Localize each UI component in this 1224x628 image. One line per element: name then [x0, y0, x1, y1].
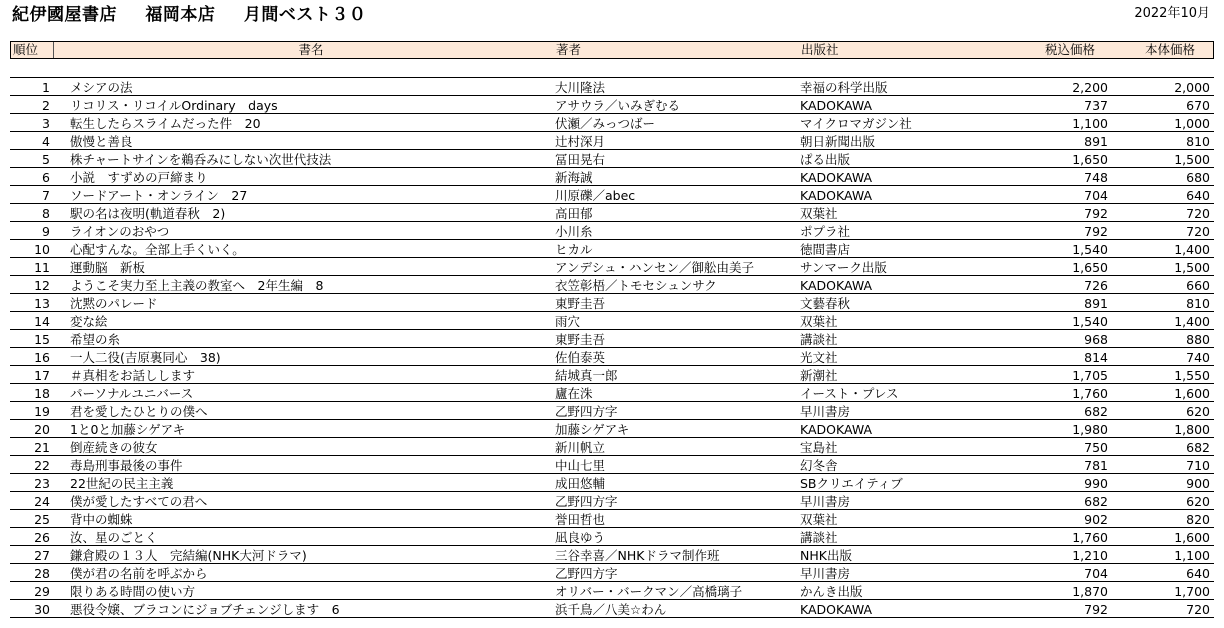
- cell-author: アンデシュ・ハンセン／御舩由美子: [555, 260, 755, 275]
- cell-price-base: 660: [1186, 278, 1210, 293]
- cell-rank: 11: [34, 260, 50, 275]
- cell-publisher: 双葉社: [800, 512, 838, 527]
- cell-price-tax: 792: [1084, 602, 1108, 617]
- cell-title: 汝、星のごとく: [70, 530, 158, 545]
- table-row: [10, 222, 1214, 240]
- cell-price-tax: 1,760: [1072, 386, 1108, 401]
- cell-price-tax: 704: [1084, 188, 1108, 203]
- cell-title: 沈黙のパレード: [70, 296, 158, 311]
- cell-price-tax: 726: [1084, 278, 1108, 293]
- cell-author: 浜千鳥／八美☆わん: [555, 602, 667, 617]
- cell-publisher: サンマーク出版: [800, 260, 887, 275]
- cell-rank: 12: [34, 278, 50, 293]
- header-publisher: 出版社: [801, 42, 839, 57]
- cell-price-base: 1,400: [1174, 314, 1210, 329]
- cell-title: 1と0と加藤シゲアキ: [70, 422, 186, 437]
- cell-price-tax: 891: [1084, 296, 1108, 311]
- table-row: [10, 528, 1214, 546]
- table-row: [10, 600, 1214, 618]
- cell-author: 雨穴: [555, 314, 581, 329]
- cell-price-base: 1,600: [1174, 530, 1210, 545]
- cell-rank: 19: [34, 404, 50, 419]
- cell-publisher: 早川書房: [800, 404, 851, 419]
- cell-price-base: 680: [1186, 170, 1210, 185]
- cell-price-tax: 1,760: [1072, 530, 1108, 545]
- cell-publisher: ポプラ社: [800, 224, 851, 239]
- cell-title: 僕が君の名前を呼ぶから: [70, 566, 208, 581]
- header-price-tax: 税込価格: [1044, 42, 1095, 57]
- cell-author: 誉田哲也: [555, 512, 606, 527]
- table-row: [10, 132, 1214, 150]
- table-spacer: [10, 59, 1214, 78]
- cell-rank: 9: [42, 224, 50, 239]
- cell-author: 成田悠輔: [555, 476, 606, 491]
- page-title: [12, 2, 388, 28]
- ranking-name: 月間ベスト３０: [243, 5, 367, 25]
- cell-publisher: KADOKAWA: [800, 422, 873, 437]
- cell-publisher: かんき出版: [800, 584, 863, 599]
- cell-publisher: KADOKAWA: [800, 170, 873, 185]
- cell-price-base: 900: [1186, 476, 1210, 491]
- cell-publisher: KADOKAWA: [800, 98, 873, 113]
- cell-price-base: 720: [1186, 224, 1210, 239]
- cell-price-tax: 792: [1084, 206, 1108, 221]
- table-row: [10, 150, 1214, 168]
- cell-price-base: 1,500: [1174, 260, 1210, 275]
- cell-publisher: 幻冬舎: [800, 458, 838, 473]
- header-author: 著者: [556, 42, 582, 57]
- cell-price-tax: 750: [1084, 440, 1108, 455]
- cell-title: 毒島刑事最後の事件: [70, 458, 183, 473]
- cell-author: 廬在洙: [555, 386, 593, 401]
- cell-title: 悪役令嬢、ブラコンにジョブチェンジします 6: [70, 602, 340, 617]
- cell-price-base: 1,000: [1174, 116, 1210, 131]
- branch-name: 福岡本店: [145, 5, 216, 25]
- cell-author: 大川隆法: [555, 80, 606, 95]
- cell-rank: 18: [34, 386, 50, 401]
- cell-publisher: 早川書房: [800, 566, 851, 581]
- cell-price-base: 682: [1186, 440, 1210, 455]
- cell-price-base: 620: [1186, 404, 1210, 419]
- cell-publisher: 朝日新聞出版: [800, 134, 876, 149]
- cell-author: 東野圭吾: [555, 332, 606, 347]
- cell-title: ＃真相をお話しします: [70, 368, 196, 383]
- cell-title: 心配すんな。全部上手くいく。: [70, 242, 245, 257]
- cell-rank: 22: [34, 458, 50, 473]
- cell-rank: 8: [42, 206, 50, 221]
- cell-author: 凪良ゆう: [555, 530, 606, 545]
- header-price-base: 本体価格: [1144, 42, 1195, 57]
- table-row: [10, 114, 1214, 132]
- cell-author: 辻村深月: [555, 134, 606, 149]
- cell-author: 乙野四方字: [555, 494, 618, 509]
- cell-price-tax: 2,200: [1072, 80, 1108, 95]
- cell-rank: 14: [34, 314, 50, 329]
- cell-rank: 20: [34, 422, 50, 437]
- cell-price-base: 810: [1186, 134, 1210, 149]
- cell-rank: 4: [42, 134, 50, 149]
- cell-title: 株チャートサインを鵜呑みにしない次世代技法: [70, 152, 332, 167]
- cell-price-base: 1,550: [1174, 368, 1210, 383]
- cell-title: 希望の糸: [70, 332, 121, 347]
- cell-price-tax: 891: [1084, 134, 1108, 149]
- table-row: [10, 240, 1214, 258]
- cell-title: 小説 すずめの戸締まり: [70, 170, 208, 185]
- cell-publisher: 徳間書店: [800, 242, 851, 257]
- cell-author: 加藤シゲアキ: [555, 422, 630, 437]
- cell-publisher: 講談社: [800, 332, 838, 347]
- cell-publisher: 講談社: [800, 530, 838, 545]
- cell-author: 結城真一郎: [555, 368, 618, 383]
- cell-rank: 27: [34, 548, 50, 563]
- cell-price-base: 710: [1186, 458, 1210, 473]
- table-row: [10, 330, 1214, 348]
- cell-price-base: 720: [1186, 206, 1210, 221]
- table-row: [10, 294, 1214, 312]
- table-header: [10, 41, 1214, 59]
- table-row: [10, 456, 1214, 474]
- cell-publisher: KADOKAWA: [800, 278, 873, 293]
- cell-price-base: 720: [1186, 602, 1210, 617]
- header-rank: 順位: [13, 42, 39, 57]
- cell-price-tax: 682: [1084, 494, 1108, 509]
- table-row: [10, 420, 1214, 438]
- cell-price-tax: 682: [1084, 404, 1108, 419]
- cell-rank: 16: [34, 350, 50, 365]
- cell-price-tax: 902: [1084, 512, 1108, 527]
- cell-title: 傲慢と善良: [70, 134, 133, 149]
- cell-publisher: 宝島社: [800, 440, 838, 455]
- cell-rank: 3: [42, 116, 50, 131]
- cell-publisher: 幸福の科学出版: [800, 80, 888, 95]
- cell-price-base: 820: [1186, 512, 1210, 527]
- cell-author: 新川帆立: [555, 440, 606, 455]
- table-row: [10, 168, 1214, 186]
- cell-author: 東野圭吾: [555, 296, 606, 311]
- cell-author: 中山七里: [555, 458, 606, 473]
- cell-publisher: ぱる出版: [800, 152, 851, 167]
- cell-title: 変な絵: [70, 314, 108, 329]
- cell-title: ようこそ実力至上主義の教室へ 2年生編 8: [70, 278, 324, 293]
- cell-publisher: マイクロマガジン社: [800, 116, 912, 131]
- cell-author: 新海誠: [555, 170, 593, 185]
- cell-title: 僕が愛したすべての君へ: [70, 494, 208, 509]
- cell-price-base: 1,400: [1174, 242, 1210, 257]
- cell-title: 倒産続きの彼女: [70, 440, 158, 455]
- table-row: [10, 276, 1214, 294]
- cell-price-tax: 968: [1084, 332, 1108, 347]
- cell-title: 背中の蜘蛛: [70, 512, 133, 527]
- cell-rank: 5: [42, 152, 50, 167]
- cell-price-tax: 814: [1084, 350, 1108, 365]
- table-row: [10, 186, 1214, 204]
- cell-author: 川原礫／abec: [555, 188, 636, 203]
- table-row: [10, 546, 1214, 564]
- cell-price-tax: 1,540: [1072, 314, 1108, 329]
- cell-title: 運動脳 新板: [70, 260, 146, 275]
- cell-publisher: 双葉社: [800, 314, 838, 329]
- cell-title: 転生したらスライムだった件 20: [70, 116, 261, 131]
- cell-publisher: 文藝春秋: [800, 296, 851, 311]
- header-title: 書名: [298, 42, 324, 57]
- cell-price-tax: 1,100: [1072, 116, 1108, 131]
- cell-price-tax: 704: [1084, 566, 1108, 581]
- table-row: [10, 438, 1214, 456]
- cell-author: 乙野四方字: [555, 566, 618, 581]
- report-date: 2022年10月: [1134, 6, 1210, 21]
- cell-title: 駅の名は夜明(軌道春秋 2): [70, 206, 226, 221]
- cell-price-base: 740: [1186, 350, 1210, 365]
- cell-rank: 13: [34, 296, 50, 311]
- table-row: [10, 474, 1214, 492]
- cell-rank: 17: [34, 368, 50, 383]
- cell-rank: 30: [34, 602, 50, 617]
- table-row: [10, 564, 1214, 582]
- cell-title: リコリス・リコイルOrdinary days: [70, 98, 278, 113]
- cell-price-tax: 748: [1084, 170, 1108, 185]
- cell-price-tax: 792: [1084, 224, 1108, 239]
- cell-author: ヒカル: [555, 242, 593, 257]
- header-divider: [53, 42, 54, 58]
- cell-price-tax: 781: [1084, 458, 1108, 473]
- cell-publisher: 双葉社: [800, 206, 838, 221]
- cell-price-base: 640: [1186, 566, 1210, 581]
- cell-author: アサウラ／いみぎむる: [555, 98, 681, 113]
- cell-price-tax: 1,870: [1072, 584, 1108, 599]
- cell-rank: 15: [34, 332, 50, 347]
- cell-price-tax: 737: [1084, 98, 1108, 113]
- cell-rank: 2: [42, 98, 50, 113]
- cell-price-base: 1,500: [1174, 152, 1210, 167]
- table-row: [10, 258, 1214, 276]
- cell-rank: 6: [42, 170, 50, 185]
- cell-author: 小川糸: [555, 224, 593, 239]
- cell-title: メシアの法: [70, 80, 133, 95]
- cell-publisher: 光文社: [800, 350, 838, 365]
- cell-title: 鎌倉殿の１３人 完結編(NHK大河ドラマ): [70, 548, 307, 563]
- cell-author: 佐伯泰英: [555, 350, 606, 365]
- cell-rank: 23: [34, 476, 50, 491]
- cell-rank: 25: [34, 512, 50, 527]
- table-body: [10, 78, 1214, 618]
- cell-author: 高田郁: [555, 206, 593, 221]
- table-row: [10, 204, 1214, 222]
- cell-title: 君を愛したひとりの僕へ: [70, 404, 208, 419]
- table-row: [10, 384, 1214, 402]
- cell-price-base: 620: [1186, 494, 1210, 509]
- cell-price-base: 640: [1186, 188, 1210, 203]
- table-row: [10, 96, 1214, 114]
- cell-title: 一人二役(吉原裏同心 38): [70, 350, 221, 365]
- cell-author: 衣笠彰梧／トモセシュンサク: [555, 278, 717, 293]
- cell-publisher: SBクリエイティブ: [800, 476, 903, 491]
- cell-price-tax: 1,705: [1072, 368, 1108, 383]
- cell-publisher: KADOKAWA: [800, 188, 873, 203]
- table-row: [10, 492, 1214, 510]
- cell-publisher: イースト・プレス: [800, 386, 899, 401]
- table-row: [10, 312, 1214, 330]
- cell-title: ライオンのおやつ: [70, 224, 170, 239]
- store-name: 紀伊國屋書店: [12, 5, 117, 25]
- cell-price-base: 1,600: [1174, 386, 1210, 401]
- cell-author: 三谷幸喜／NHKドラマ制作班: [555, 548, 720, 563]
- cell-rank: 26: [34, 530, 50, 545]
- table-row: [10, 348, 1214, 366]
- cell-author: 乙野四方字: [555, 404, 618, 419]
- cell-price-base: 1,800: [1174, 422, 1210, 437]
- cell-title: パーソナルユニバース: [70, 386, 194, 401]
- cell-author: 伏瀬／みっつばー: [555, 116, 656, 131]
- cell-title: ソードアート・オンライン 27: [70, 188, 248, 203]
- cell-publisher: 新潮社: [800, 368, 838, 383]
- cell-rank: 10: [34, 242, 50, 257]
- table-row: [10, 78, 1214, 96]
- cell-publisher: KADOKAWA: [800, 602, 873, 617]
- cell-price-tax: 1,210: [1072, 548, 1108, 563]
- cell-rank: 24: [34, 494, 50, 509]
- cell-price-base: 1,100: [1174, 548, 1210, 563]
- cell-publisher: 早川書房: [800, 494, 851, 509]
- cell-rank: 29: [34, 584, 50, 599]
- bestseller-table: [10, 41, 1214, 618]
- table-row: [10, 582, 1214, 600]
- table-row: [10, 402, 1214, 420]
- cell-publisher: NHK出版: [800, 548, 852, 563]
- cell-price-base: 670: [1186, 98, 1210, 113]
- cell-price-tax: 1,540: [1072, 242, 1108, 257]
- cell-author: 冨田晃右: [555, 152, 606, 167]
- cell-price-tax: 1,980: [1072, 422, 1108, 437]
- cell-price-base: 1,700: [1174, 584, 1210, 599]
- cell-rank: 7: [42, 188, 50, 203]
- cell-rank: 28: [34, 566, 50, 581]
- cell-price-base: 810: [1186, 296, 1210, 311]
- cell-price-tax: 990: [1084, 476, 1108, 491]
- cell-rank: 1: [42, 80, 50, 95]
- cell-price-tax: 1,650: [1072, 260, 1108, 275]
- cell-title: 限りある時間の使い方: [70, 584, 196, 599]
- table-row: [10, 366, 1214, 384]
- table-row: [10, 510, 1214, 528]
- cell-price-base: 2,000: [1174, 80, 1210, 95]
- cell-price-base: 880: [1186, 332, 1210, 347]
- cell-author: オリバー・バークマン／高橋璃子: [555, 584, 743, 599]
- cell-price-tax: 1,650: [1072, 152, 1108, 167]
- cell-rank: 21: [34, 440, 50, 455]
- cell-title: 22世紀の民主主義: [70, 476, 174, 491]
